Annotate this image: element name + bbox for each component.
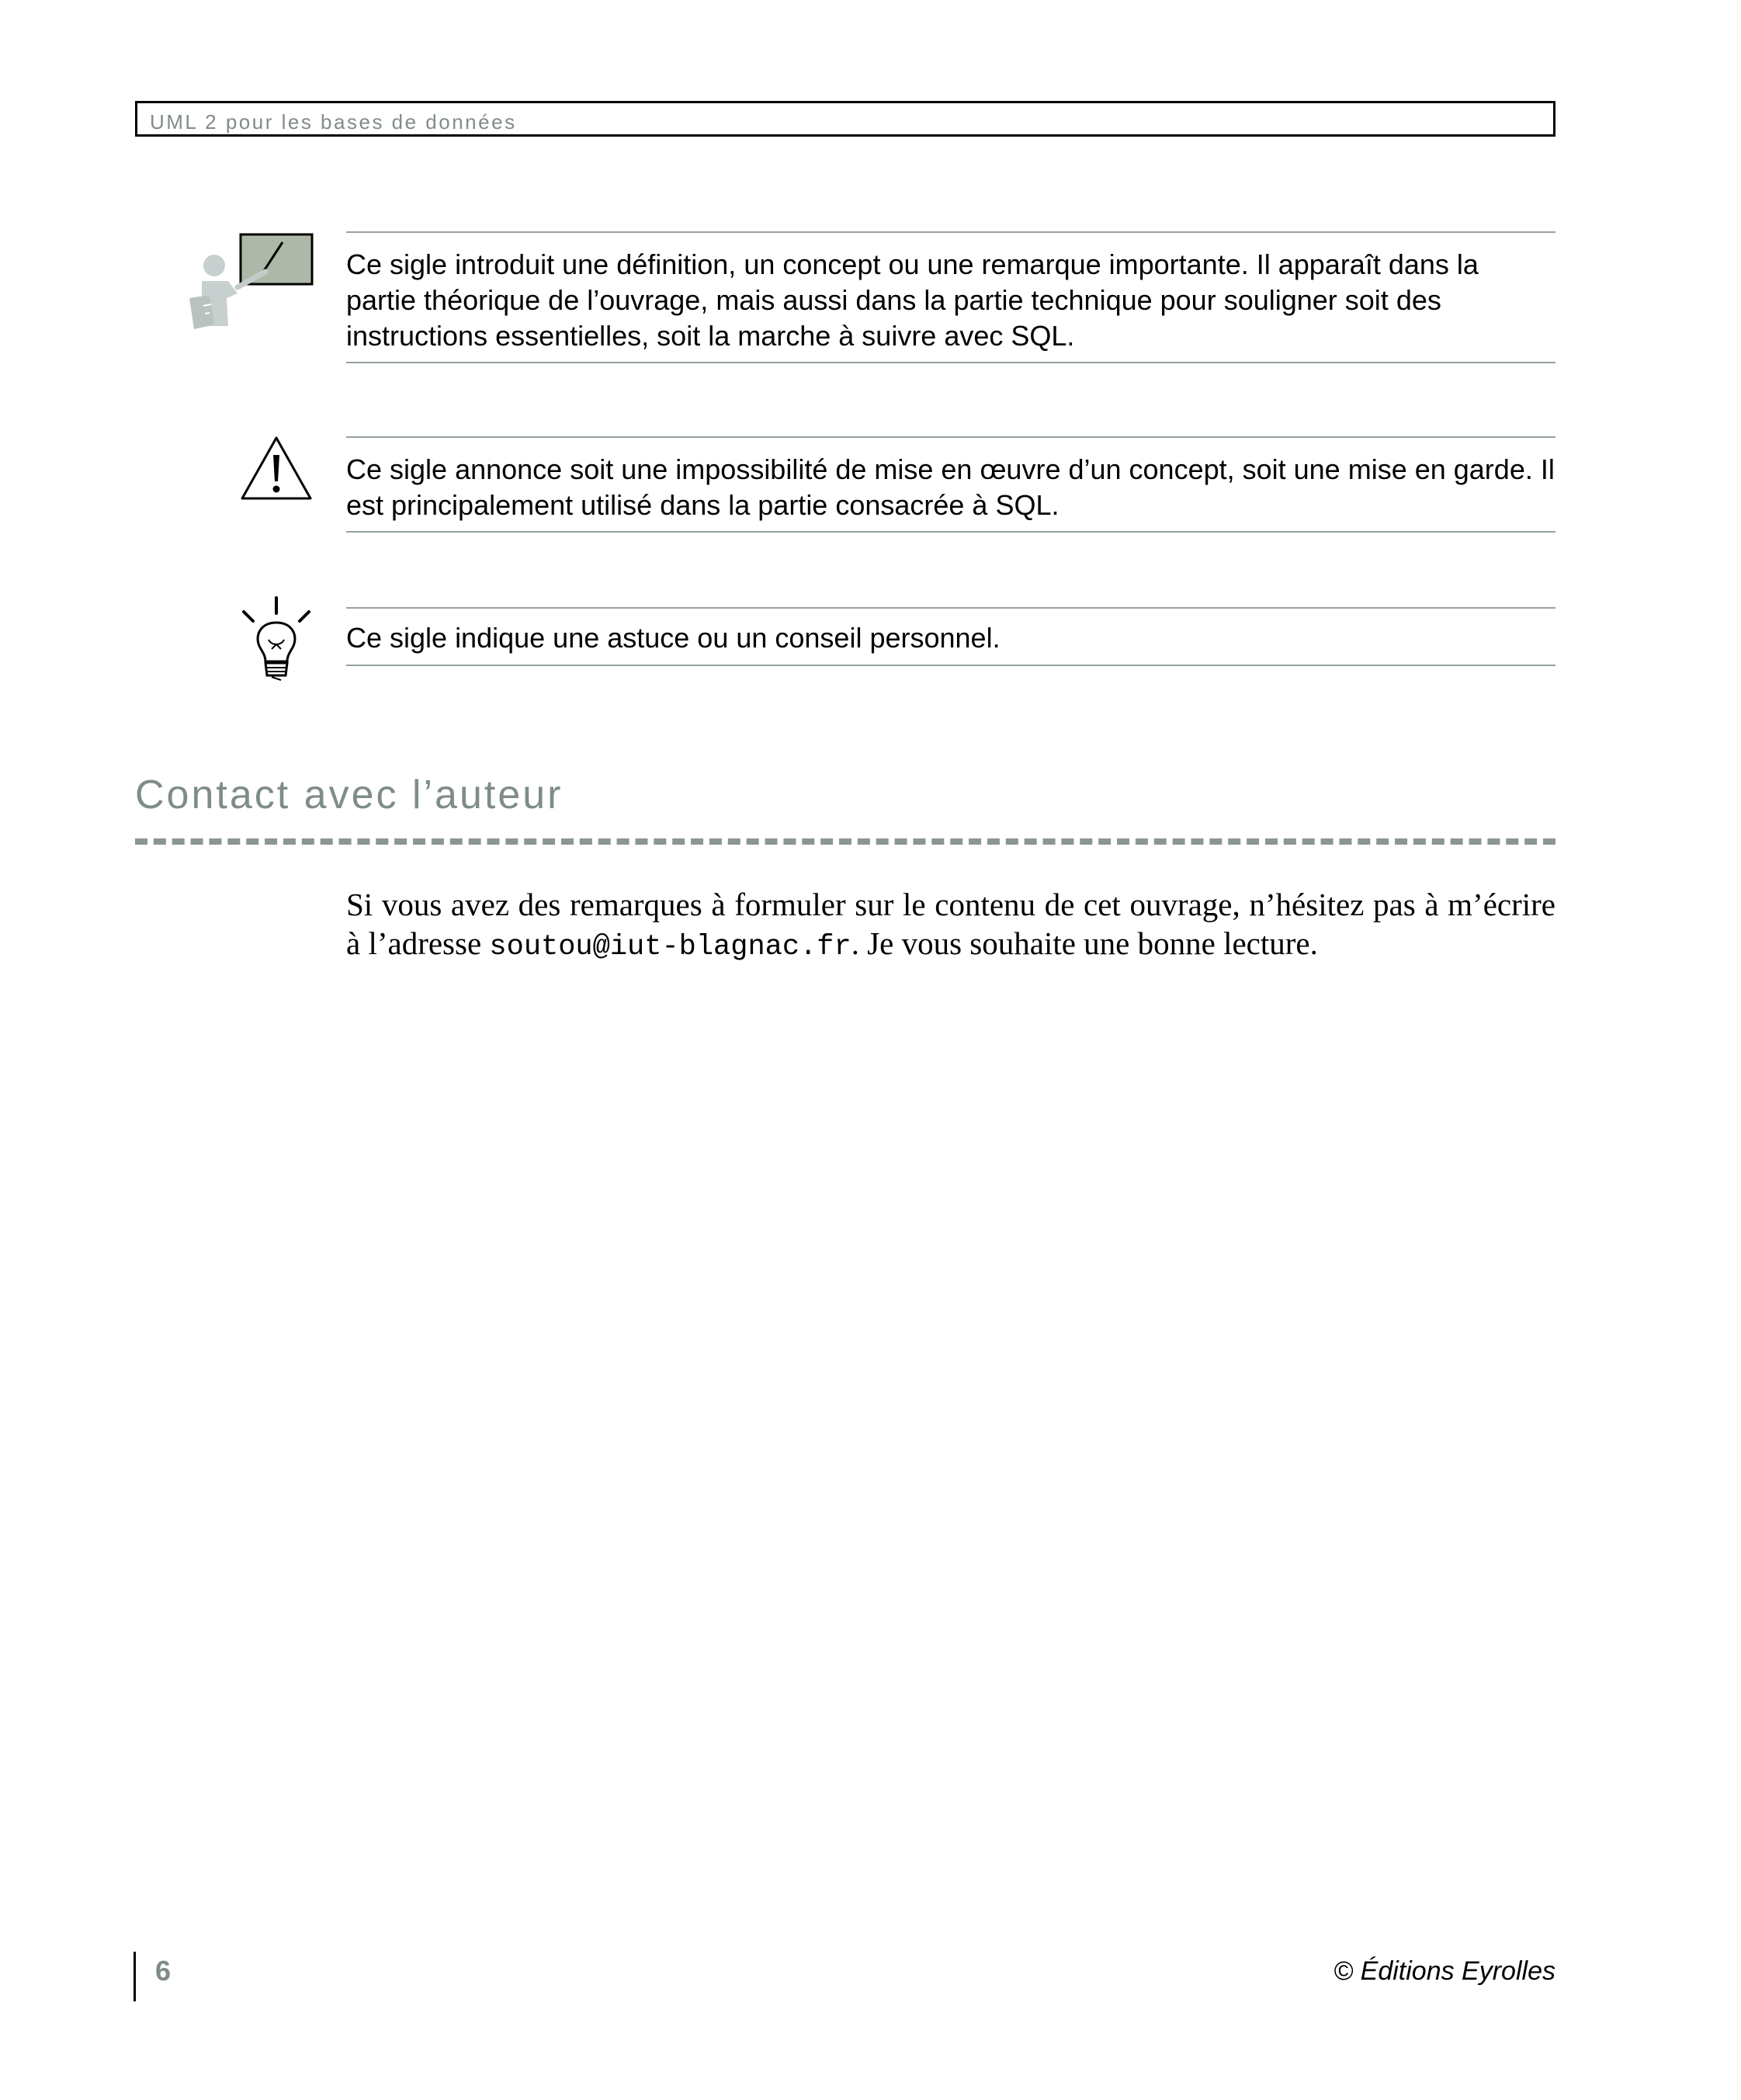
contact-text-before: Si vous avez des remarques à formuler sur le contenu de cet ouvrage, n’hésitez pas à m’écrire à l’adresse [346,887,1555,961]
contact-paragraph [346,885,1555,967]
page-number: 6 [155,1955,172,1987]
running-header-title: UML 2 pour les bases de données [150,110,517,134]
footer-bar [134,1952,136,2001]
running-header [135,101,1555,137]
contact-text-after: . Je vous souhaite une bonne lecture. [851,925,1318,961]
note-warning [346,436,1555,533]
note-tip-text: Ce sigle indique une astuce ou un conseil personnel. [346,622,1001,654]
section-divider [135,838,1555,845]
author-email: soutou@iut-blagnac.fr [489,931,851,963]
note-definition-text: Ce sigle introduit une définition, un concept ou une remarque importante. Il apparaît dans la partie théorique de l’ouvrage, mais aussi dans la partie technique pour souligner soit des instructions essentielles, soit la marche à suivre avec SQL. [346,248,1479,352]
copyright: © Éditions Eyrolles [1333,1956,1555,1986]
teacher-board-icon [186,233,315,342]
section-heading-contact: Contact avec l’auteur [135,772,564,817]
note-tip [346,607,1555,666]
note-definition [346,231,1555,363]
lightbulb-icon [238,596,315,683]
note-warning-text: Ce sigle annonce soit une impossibilité de mise en œuvre d’un concept, soit une mise en garde. Il est principalement utilisé dans la partie consacrée à SQL. [346,453,1555,521]
warning-icon [239,435,314,502]
